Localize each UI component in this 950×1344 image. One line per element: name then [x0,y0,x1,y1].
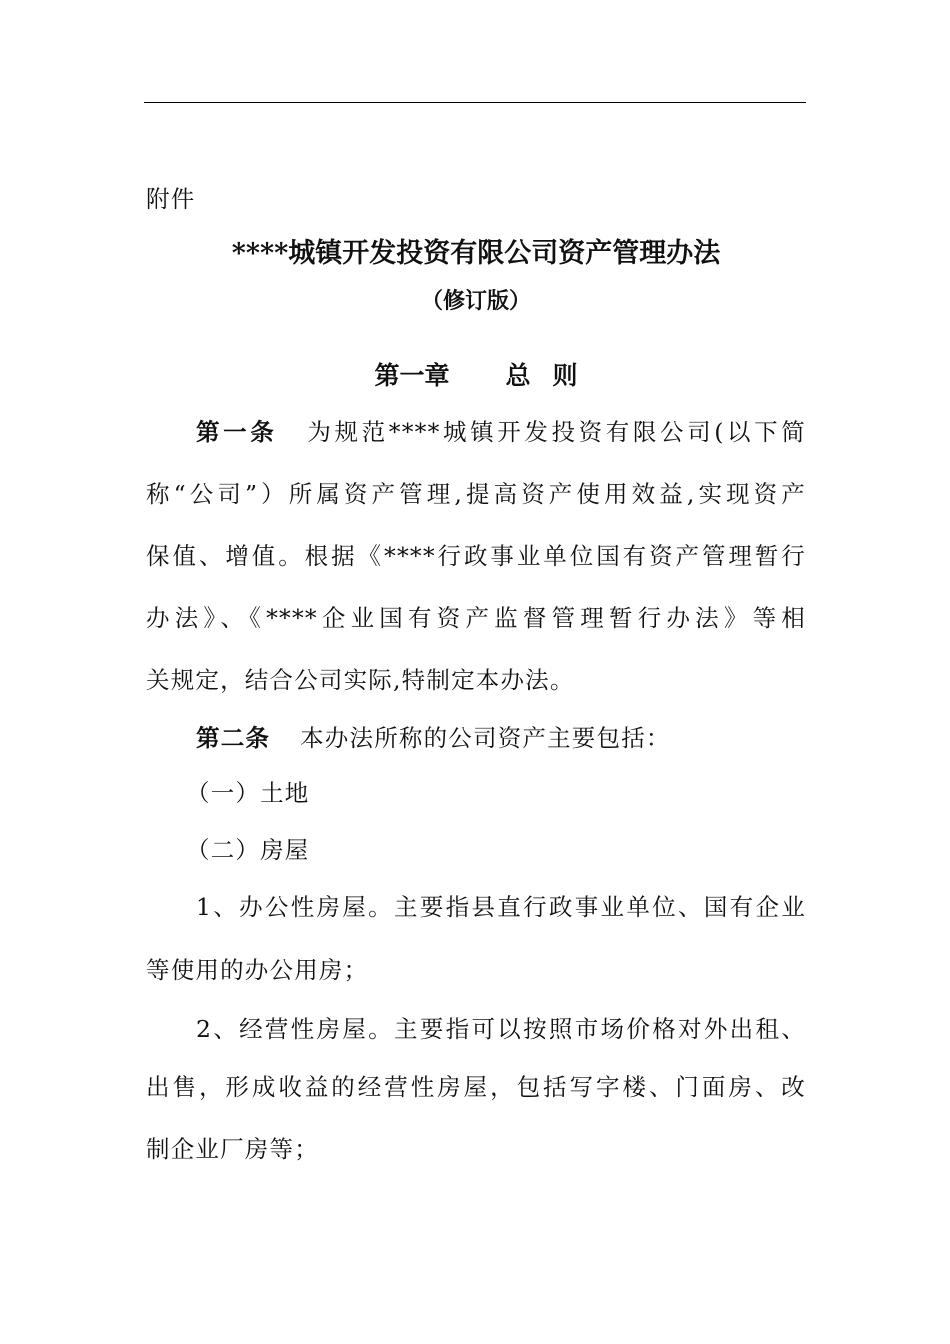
item-land: （一）土地 [186,779,310,807]
chapter-name-part1: 总 [505,361,531,390]
article-2-line [196,722,806,754]
document-title: ****城镇开发投资有限公司资产管理办法 [231,238,721,269]
item-housing: （二）房屋 [186,836,310,864]
article-1-line-3: 保值、增值。根据《****行政事业单位国有资产管理暂行 [146,542,806,570]
sub-2-line-3: 制企业厂房等； [146,1135,319,1163]
article-1-line-5: 关规定，结合公司实际,特制定本办法。 [146,666,575,694]
document-subtitle: （修订版） [420,288,531,314]
sub-2-line-2: 出售，形成收益的经营性房屋，包括写字楼、门面房、改 [146,1073,806,1101]
article-1-text-1: 为规范****城镇开发投资有限公司(以下简 [307,418,806,446]
article-2-label: 第二条 [196,724,271,752]
sub-2-line-1: 2、经营性房屋。主要指可以按照市场价格对外出租、 [196,1015,806,1043]
article-1-line-4: 办法》、《****企业国有资产监督管理暂行办法》等相 [146,604,806,632]
article-1-line-2: 称“公司”）所属资产管理,提高资产使用效益,实现资产 [146,480,806,508]
article-1-line-1 [196,416,806,448]
sub-1-line-2: 等使用的办公用房； [146,956,369,984]
sub-1-line-1: 1、办公性房屋。主要指县直行政事业单位、国有企业 [196,893,806,921]
attachment-label: 附件 [146,185,196,213]
article-1-label: 第一条 [196,418,278,446]
chapter-name-part2: 则 [552,361,578,390]
article-2-text: 本办法所称的公司资产主要包括： [300,724,671,752]
chapter-heading [146,359,806,393]
header-rule [144,102,806,103]
chapter-number: 第一章 [374,361,450,390]
